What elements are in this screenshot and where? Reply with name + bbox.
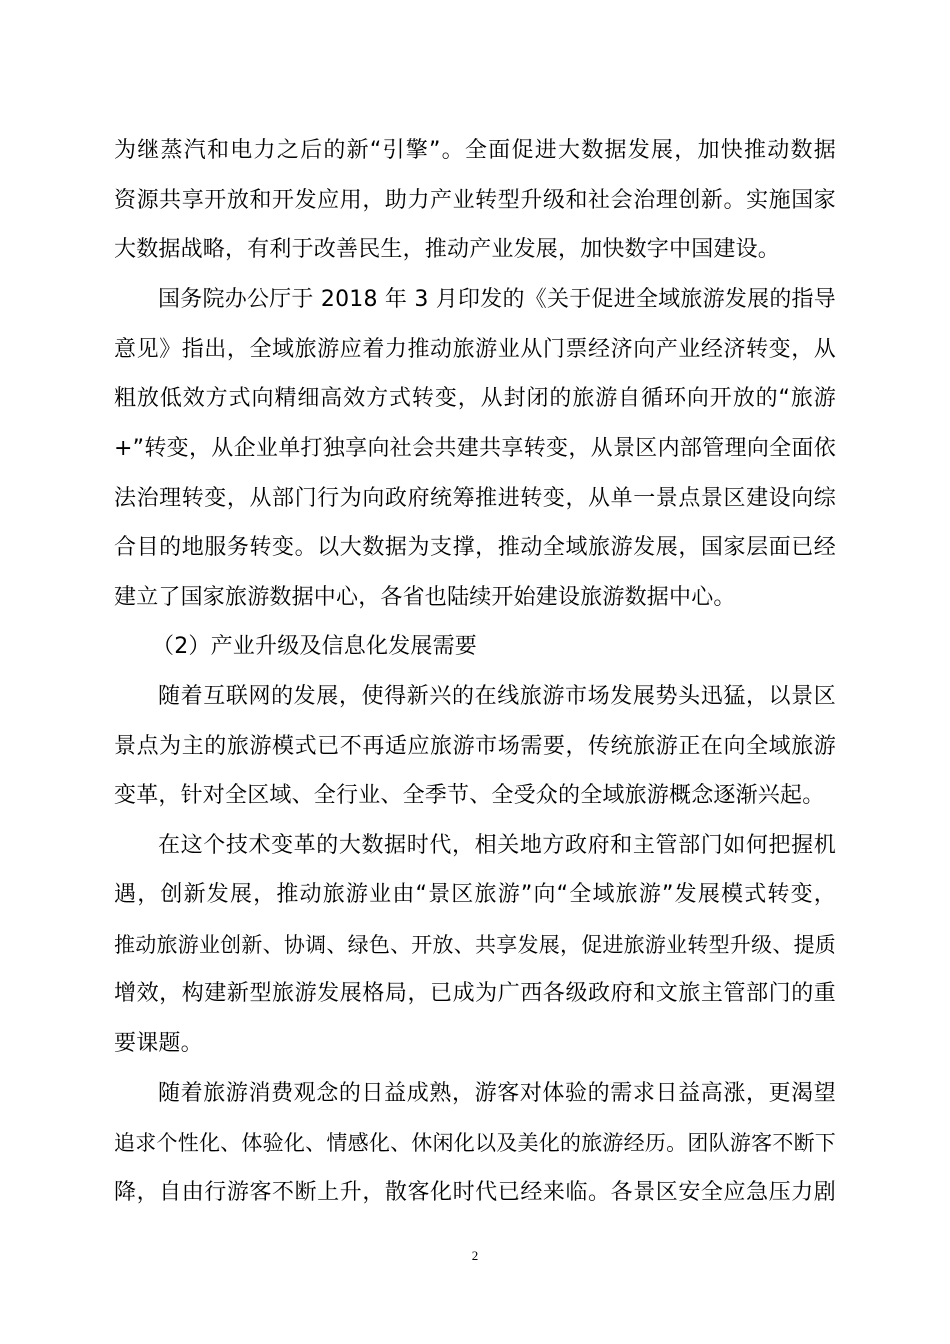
text-line: 遇，创新发展，推动旅游业由“景区旅游”向“全域旅游”发展模式转变， <box>114 882 836 907</box>
text-line: 增效，构建新型旅游发展格局，已成为广西各级政府和文旅主管部门的重 <box>114 981 836 1006</box>
paragraph-first-line: 国务院办公厅于 2018 年 3 月印发的《关于促进全域旅游发展的指导 <box>158 287 836 312</box>
text-line: 要课题。 <box>114 1031 203 1056</box>
text-line: 建立了国家旅游数据中心，各省也陆续开始建设旅游数据中心。 <box>114 585 736 610</box>
text-line: 降，自由行游客不断上升，散客化时代已经来临。各景区安全应急压力剧 <box>114 1180 836 1205</box>
section-heading: （2）产业升级及信息化发展需要 <box>152 634 477 659</box>
text-line: 大数据战略，有利于改善民生，推动产业发展，加快数字中国建设。 <box>114 237 781 262</box>
text-line: 为继蒸汽和电力之后的新“引擎”。全面促进大数据发展，加快推动数据 <box>114 138 836 163</box>
text-line: +”转变，从企业单打独享向社会共建共享转变，从景区内部管理向全面依 <box>114 436 836 461</box>
text-line: 景点为主的旅游模式已不再适应旅游市场需要，传统旅游正在向全域旅游 <box>114 734 836 759</box>
text-line: 合目的地服务转变。以大数据为支撑，推动全域旅游发展，国家层面已经 <box>114 535 836 560</box>
text-line: 资源共享开放和开发应用，助力产业转型升级和社会治理创新。实施国家 <box>114 188 836 213</box>
text-line: 意见》指出，全域旅游应着力推动旅游业从门票经济向产业经济转变，从 <box>114 337 836 362</box>
page-number: 2 <box>471 1248 479 1263</box>
paragraph-first-line: 随着互联网的发展，使得新兴的在线旅游市场发展势头迅猛，以景区 <box>158 684 836 709</box>
text-line: 追求个性化、体验化、情感化、休闲化以及美化的旅游经历。团队游客不断下 <box>114 1131 836 1155</box>
text-line: 粗放低效方式向精细高效方式转变，从封闭的旅游自循环向开放的“旅游 <box>114 386 836 411</box>
text-line: 变革，针对全区域、全行业、全季节、全受众的全域旅游概念逐渐兴起。 <box>114 783 825 808</box>
text-line: 法治理转变，从部门行为向政府统筹推进转变，从单一景点景区建设向综 <box>114 486 836 511</box>
paragraph-first-line: 随着旅游消费观念的日益成熟，游客对体验的需求日益高涨，更渴望 <box>158 1081 836 1106</box>
paragraph-first-line: 在这个技术变革的大数据时代，相关地方政府和主管部门如何把握机 <box>158 833 836 858</box>
text-line: 推动旅游业创新、协调、绿色、开放、共享发展，促进旅游业转型升级、提质 <box>114 933 836 957</box>
